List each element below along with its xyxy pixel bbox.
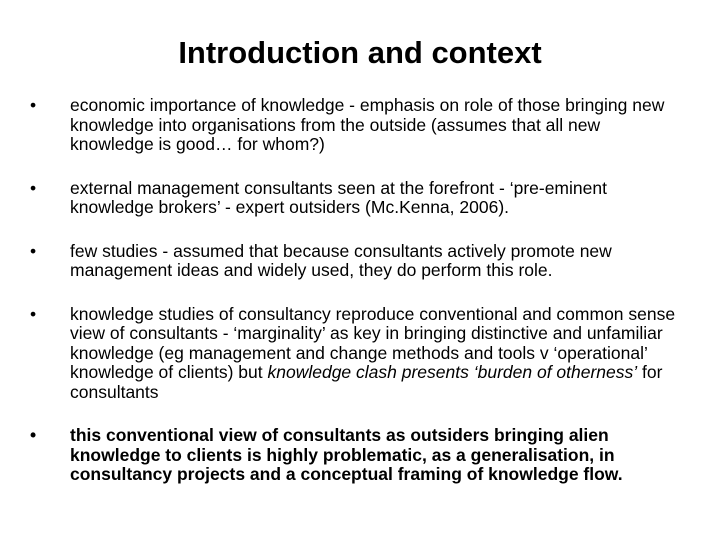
bullet-marker: • bbox=[30, 303, 37, 324]
bullet-item bbox=[30, 177, 680, 218]
bullet-text: knowledge studies of consultancy reproduce conventional and common sense view of consultants - ‘marginality’ as key in bringing distinctive and unfamiliar knowledge (eg management and change methods and tools v ‘operational’ knowledge of clients) but bbox=[70, 303, 676, 382]
bullet-item bbox=[30, 240, 680, 281]
bullet-text: external management consultants seen at the forefront - ‘pre-eminent knowledge brokers’ - expert outsiders (Mc.Kenna, 2006). bbox=[70, 177, 607, 217]
bullet-item bbox=[30, 95, 680, 155]
slide-title: Introduction and context bbox=[178, 35, 542, 70]
bullet-item bbox=[30, 303, 680, 403]
bullet-marker: • bbox=[30, 240, 37, 261]
bullet-marker: • bbox=[30, 177, 37, 198]
bullet-text: economic importance of knowledge - emphasis on role of those bringing new knowledge into organisations from the outside (assumes that all new knowledge is good… for whom?) bbox=[70, 95, 665, 154]
bullet-text-tail: for consultants bbox=[70, 362, 663, 402]
bullet-text: this conventional view of consultants as outsiders bringing alien knowledge to clients is highly problematic, as a generalisation, in consultancy projects and a conceptual framing of knowledge flow. bbox=[70, 425, 623, 484]
bullet-marker: • bbox=[30, 95, 37, 115]
bullet-text: few studies - assumed that because consultants actively promote new management ideas and widely used, they do perform this role. bbox=[70, 240, 612, 280]
bullet-marker: • bbox=[30, 425, 37, 445]
bullet-item-emphasis bbox=[30, 425, 680, 485]
bullet-list bbox=[0, 96, 720, 485]
bullet-italic-text: knowledge clash presents ‘burden of otherness’ bbox=[267, 362, 638, 382]
